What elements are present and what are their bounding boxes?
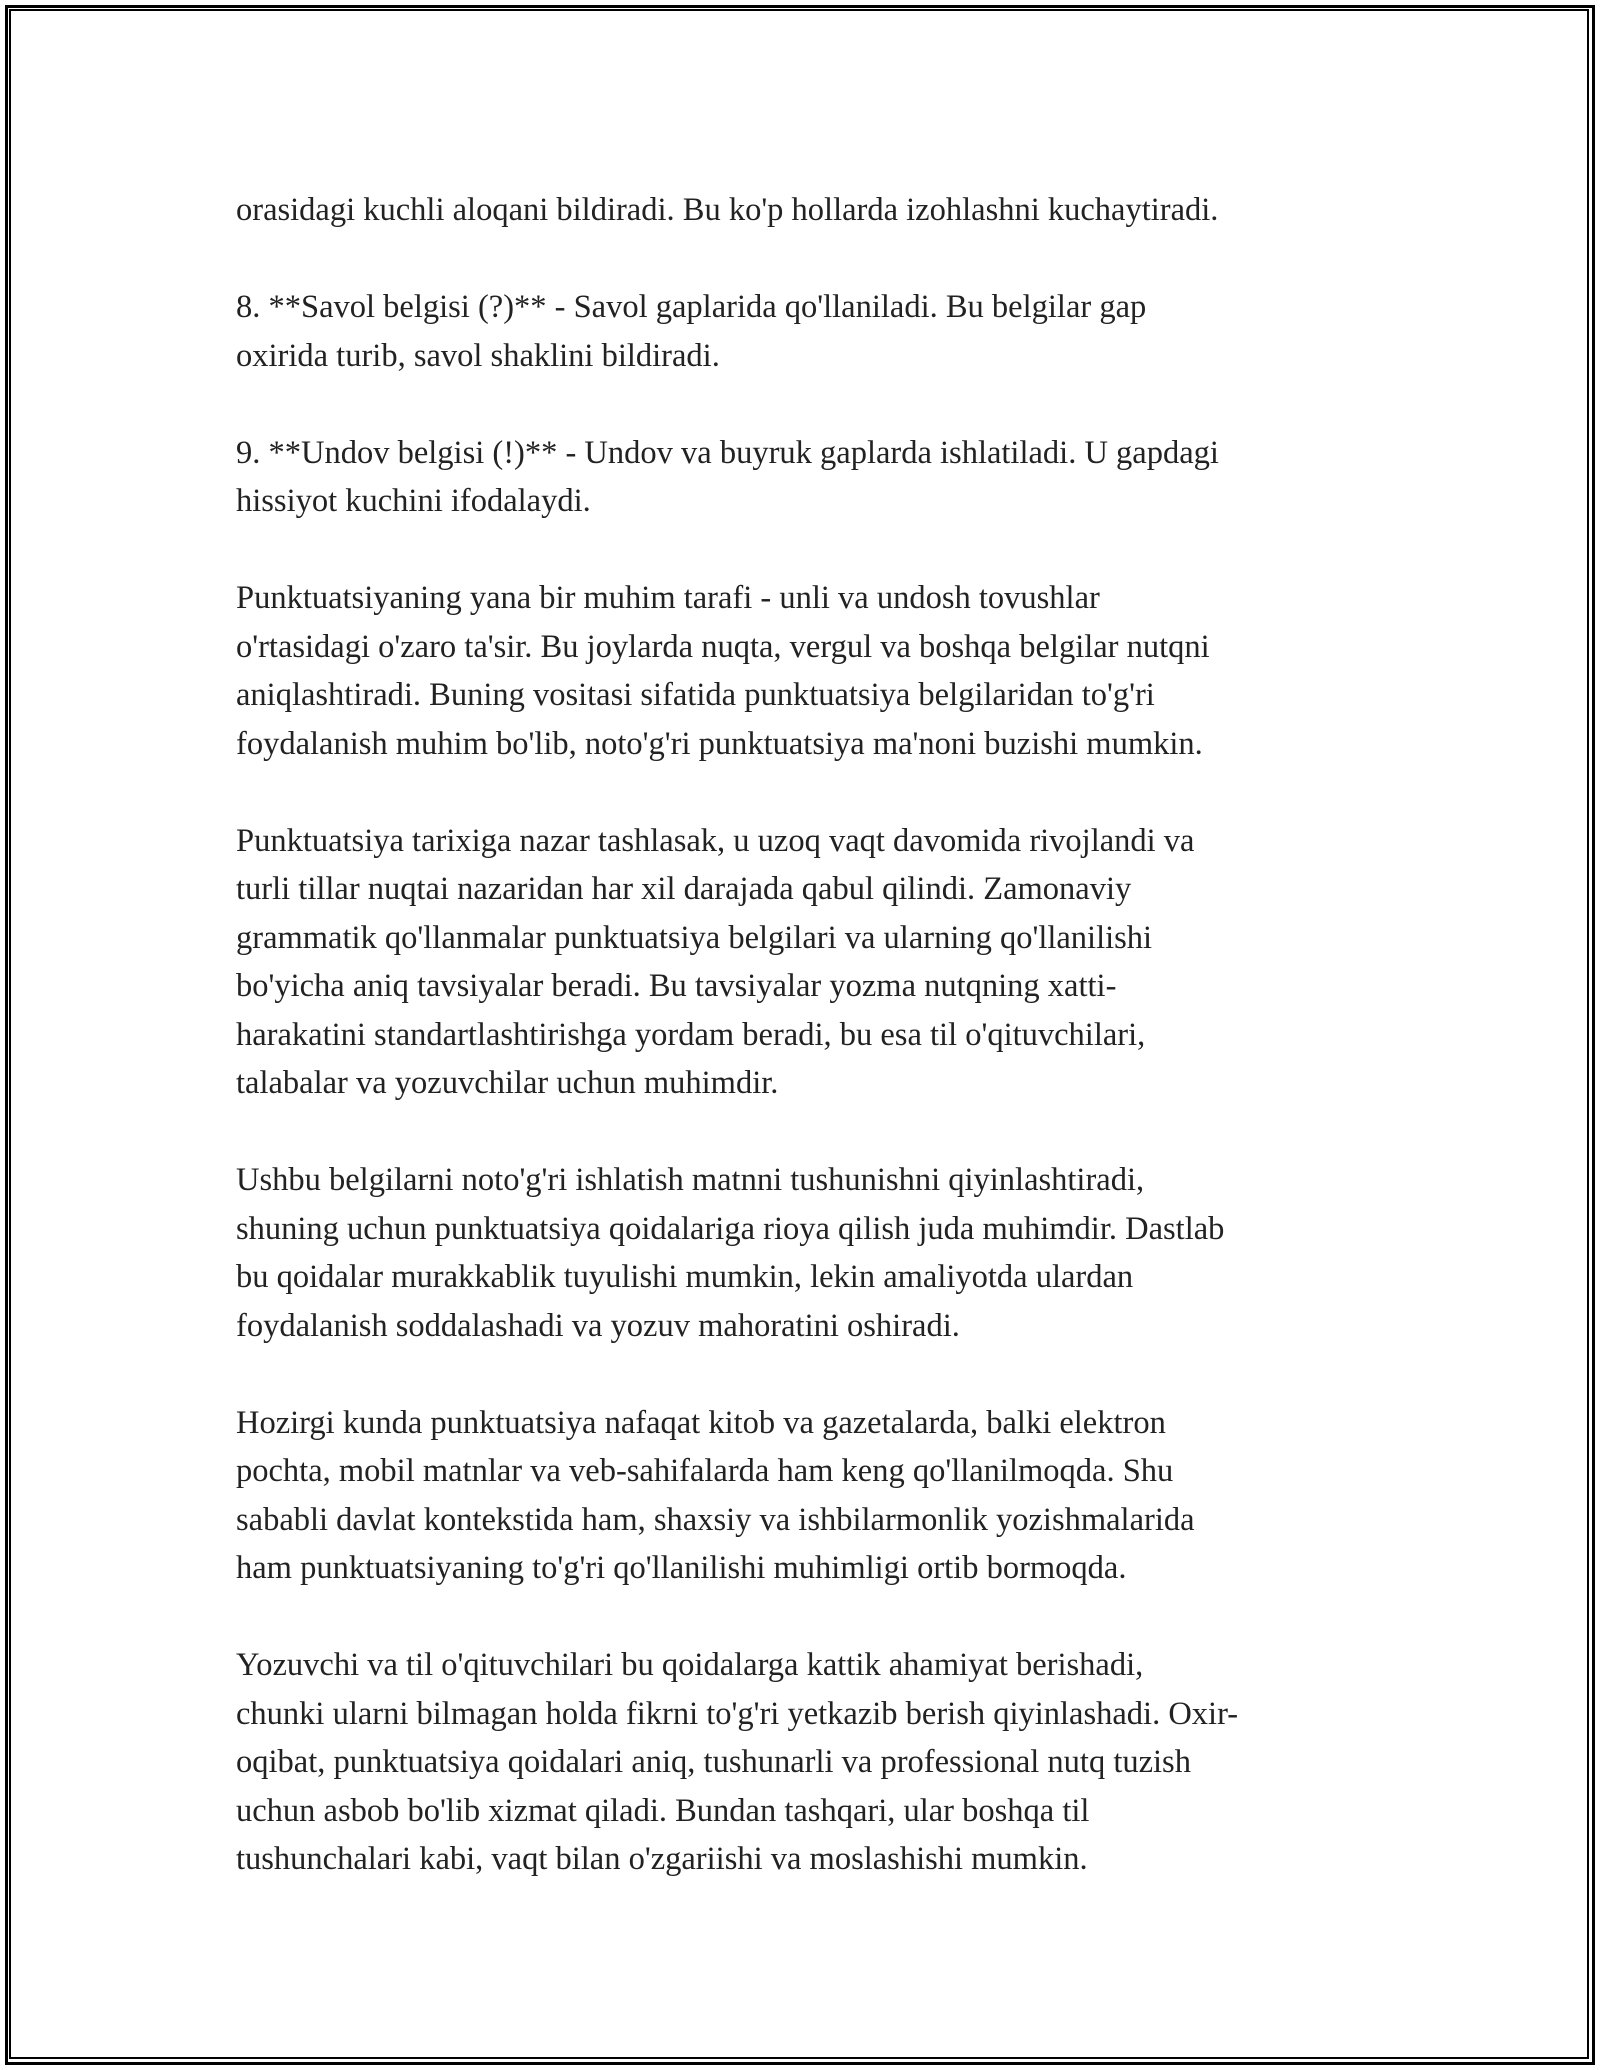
text-line: Punktuatsiya tarixiga nazar tashlasak, u uzoq vaqt davomida rivojlandi va: [236, 822, 1195, 859]
paragraph: [236, 817, 1376, 1108]
text-line: 9. **Undov belgisi (!)** - Undov va buyruk gaplarda ishlatiladi. U gapdagi: [236, 434, 1219, 471]
text-line: uchun asbob bo'lib xizmat qiladi. Bundan tashqari, ular boshqa til: [236, 1792, 1090, 1829]
text-line: tushunchalari kabi, vaqt bilan o'zgariishi va moslashishi mumkin.: [236, 1841, 1088, 1877]
paragraph: [236, 1399, 1376, 1593]
text-line: shuning uchun punktuatsiya qoidalariga rioya qilish juda muhimdir. Dastlab: [236, 1210, 1225, 1247]
text-line: Hozirgi kunda punktuatsiya nafaqat kitob va gazetalarda, balki elektron: [236, 1404, 1166, 1441]
paragraph: [236, 429, 1376, 526]
text-line: ham punktuatsiyaning to'g'ri qo'llanilishi muhimligi ortib bormoqda.: [236, 1550, 1127, 1586]
text-line: orasidagi kuchli aloqani bildiradi. Bu ko'p hollarda izohlashni kuchaytiradi.: [236, 192, 1219, 228]
paragraph: [236, 283, 1376, 380]
text-line: bo'yicha aniq tavsiyalar beradi. Bu tavsiyalar yozma nutqning xatti-: [236, 968, 1117, 1004]
text-line: chunki ularni bilmagan holda fikrni to'g'ri yetkazib berish qiyinlashadi. Oxir-: [236, 1695, 1239, 1732]
text-line: sababli davlat kontekstida ham, shaxsiy va ishbilarmonlik yozishmalarida: [236, 1501, 1195, 1538]
text-line: turli tillar nuqtai nazaridan har xil darajada qabul qilindi. Zamonaviy: [236, 871, 1132, 907]
paragraph: [236, 574, 1376, 768]
text-line: harakatini standartlashtirishga yordam beradi, bu esa til o'qituvchilari,: [236, 1016, 1146, 1053]
text-line: 8. **Savol belgisi (?)** - Savol gaplarida qo'llaniladi. Bu belgilar gap: [236, 289, 1147, 325]
text-line: o'rtasidagi o'zaro ta'sir. Bu joylarda nuqta, vergul va boshqa belgilar nutqni: [236, 628, 1210, 665]
text-line: aniqlashtiradi. Buning vositasi sifatida punktuatsiya belgilaridan to'g'ri: [236, 677, 1155, 713]
text-line: foydalanish soddalashadi va yozuv mahoratini oshiradi.: [236, 1307, 960, 1344]
text-line: Punktuatsiyaning yana bir muhim tarafi - unli va undosh tovushlar: [236, 580, 1100, 616]
text-line: grammatik qo'llanmalar punktuatsiya belgilari va ularning qo'llanilishi: [236, 919, 1153, 956]
text-line: foydalanish muhim bo'lib, noto'g'ri punktuatsiya ma'noni buzishi mumkin.: [236, 725, 1203, 762]
text-line: bu qoidalar murakkablik tuyulishi mumkin, lekin amaliyotda ulardan: [236, 1259, 1134, 1295]
text-line: oxirida turib, savol shaklini bildiradi.: [236, 337, 720, 374]
paragraph: [236, 1156, 1376, 1350]
document-body: [236, 186, 1376, 1932]
paragraph: [236, 1641, 1376, 1884]
text-line: Ushbu belgilarni noto'g'ri ishlatish matnni tushunishni qiyinlashtiradi,: [236, 1162, 1145, 1198]
text-line: talabalar va yozuvchilar uchun muhimdir.: [236, 1065, 779, 1101]
text-line: hissiyot kuchini ifodalaydi.: [236, 483, 591, 519]
text-line: Yozuvchi va til o'qituvchilari bu qoidalarga kattik ahamiyat berishadi,: [236, 1647, 1144, 1683]
text-line: oqibat, punktuatsiya qoidalari aniq, tushunarli va professional nutq tuzish: [236, 1744, 1191, 1780]
paragraph: [236, 186, 1376, 235]
text-line: pochta, mobil matnlar va veb-sahifalarda ham keng qo'llanilmoqda. Shu: [236, 1453, 1174, 1489]
